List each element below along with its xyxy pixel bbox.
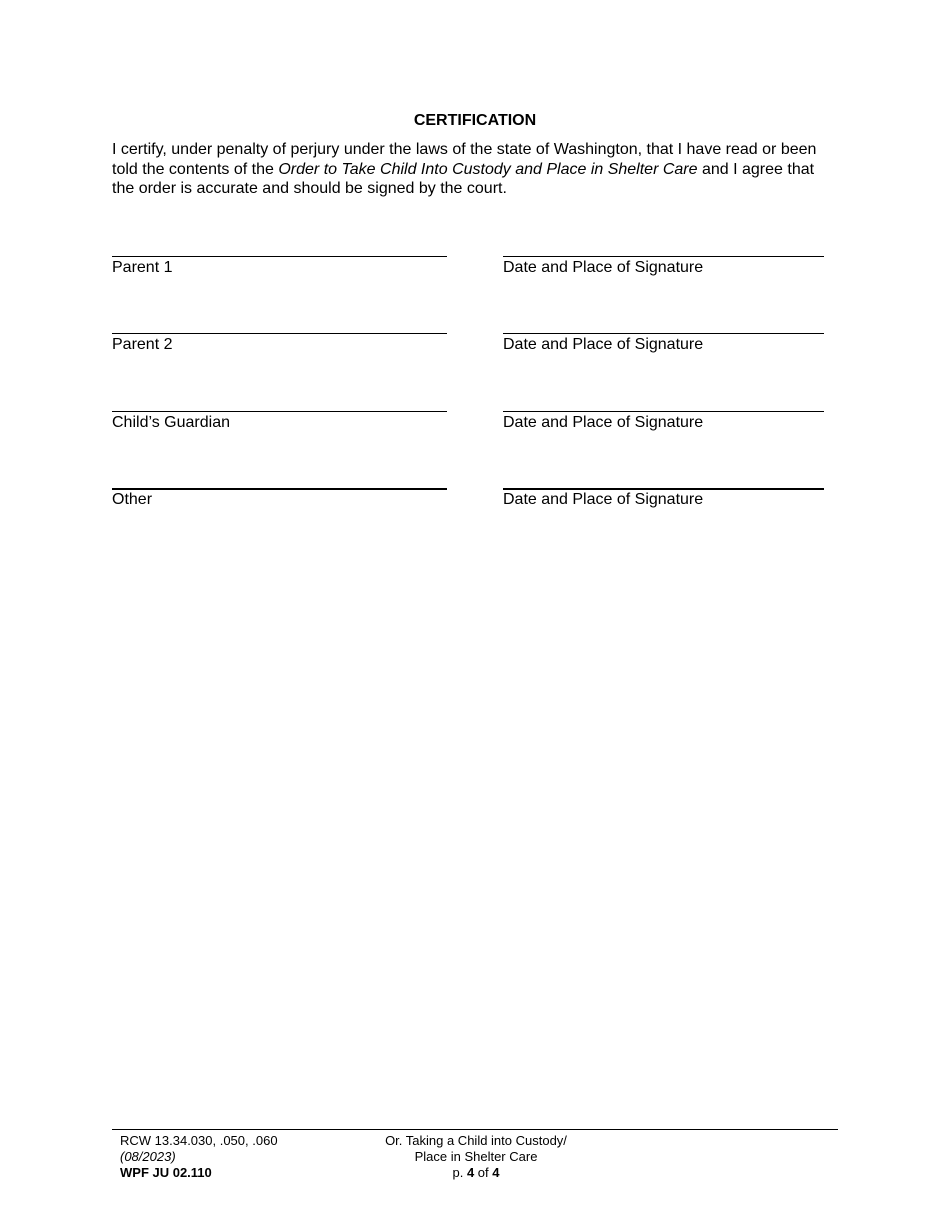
signature-line-parent-1[interactable] xyxy=(112,256,447,257)
certification-text-after: and I agree that the order is accurate and should be signed by the court. xyxy=(112,160,815,197)
signature-line-childs-guardian[interactable] xyxy=(112,411,447,412)
footer-page-number xyxy=(336,1165,616,1181)
order-title: Order to Take Child Into Custody and Place in Shelter Care xyxy=(278,160,698,178)
footer-rcw: RCW 13.34.030, .050, .060 xyxy=(120,1133,278,1148)
page-of: of xyxy=(474,1165,493,1180)
date-place-line-parent-1[interactable] xyxy=(503,256,824,257)
footer-center-block xyxy=(336,1133,616,1181)
page-prefix: p. xyxy=(452,1165,467,1180)
signature-line-other[interactable] xyxy=(112,488,447,490)
page-total: 4 xyxy=(492,1165,500,1180)
page-title: CERTIFICATION xyxy=(413,112,537,129)
page-current: 4 xyxy=(466,1165,475,1180)
footer-date: (08/2023) xyxy=(120,1149,176,1164)
date-place-line-parent-2[interactable] xyxy=(503,333,824,334)
signature-label-other: Other xyxy=(112,491,153,508)
signature-label-parent-2: Parent 2 xyxy=(112,336,173,353)
date-place-label-childs-guardian: Date and Place of Signature xyxy=(503,414,704,431)
footer-form-id: WPF JU 02.110 xyxy=(120,1165,212,1180)
date-place-label-parent-2: Date and Place of Signature xyxy=(503,336,704,353)
certification-statement xyxy=(112,140,828,199)
certification-text-before: I certify, under penalty of perjury under the laws of the state of Washington, that I have read or been told the contents of the xyxy=(112,141,817,178)
signature-label-childs-guardian: Child’s Guardian xyxy=(112,414,230,431)
signature-line-parent-2[interactable] xyxy=(112,333,447,334)
signature-label-parent-1: Parent 1 xyxy=(112,259,173,276)
footer-divider xyxy=(112,1129,838,1130)
date-place-label-parent-1: Date and Place of Signature xyxy=(503,259,704,276)
date-place-label-other: Date and Place of Signature xyxy=(503,491,704,508)
footer-form-title-line1: Or. Taking a Child into Custody/ xyxy=(385,1133,567,1148)
date-place-line-childs-guardian[interactable] xyxy=(503,411,824,412)
footer-form-title-line2: Place in Shelter Care xyxy=(414,1149,538,1164)
footer-left-block xyxy=(120,1133,278,1181)
